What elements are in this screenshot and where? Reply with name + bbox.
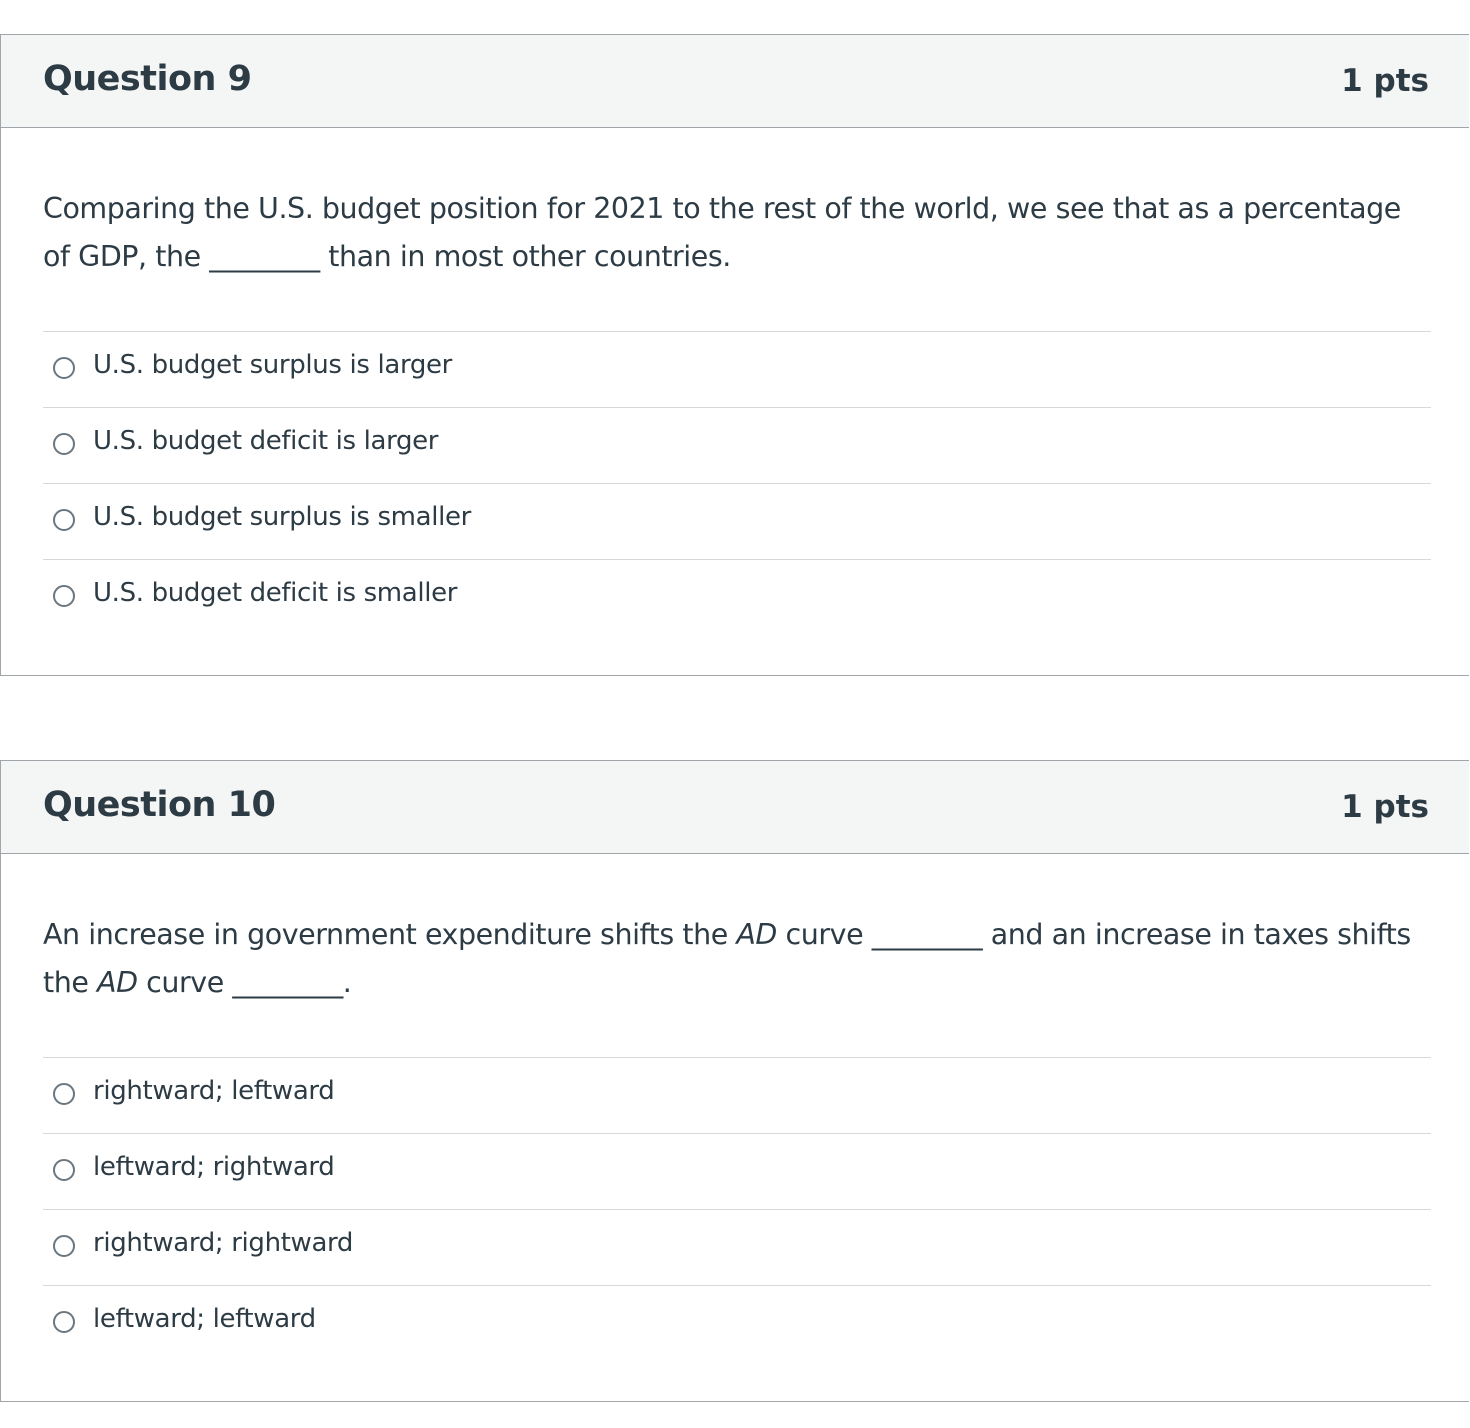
answer-label[interactable]: rightward; leftward xyxy=(93,1076,335,1106)
question-text-part: curve ________. xyxy=(137,966,352,999)
radio-unchecked-icon[interactable] xyxy=(53,585,75,607)
question-10 xyxy=(0,760,1469,1402)
answer-option[interactable] xyxy=(43,1209,1431,1285)
question-text-part: Comparing the U.S. budget position for 2021 to the rest of the world, we see that as a percentage of GDP, the ________ than in most other countries. xyxy=(43,192,1401,273)
answer-option[interactable] xyxy=(43,331,1431,407)
answer-option[interactable] xyxy=(43,483,1431,559)
answer-option[interactable] xyxy=(43,1285,1431,1361)
answer-label[interactable]: U.S. budget surplus is larger xyxy=(93,350,452,380)
question-header xyxy=(1,35,1469,128)
radio-unchecked-icon[interactable] xyxy=(53,509,75,531)
answer-list xyxy=(43,1057,1431,1361)
answer-label[interactable]: rightward; rightward xyxy=(93,1228,354,1258)
radio-unchecked-icon[interactable] xyxy=(53,1311,75,1333)
question-text-italic: AD xyxy=(736,918,777,951)
question-text-italic: AD xyxy=(97,966,138,999)
question-points: 1 pts xyxy=(1341,63,1429,99)
radio-unchecked-icon[interactable] xyxy=(53,1235,75,1257)
answer-label[interactable]: U.S. budget surplus is smaller xyxy=(93,502,471,532)
question-header xyxy=(1,761,1469,854)
answer-label[interactable]: leftward; rightward xyxy=(93,1152,335,1182)
answer-list xyxy=(43,331,1431,635)
answer-option[interactable] xyxy=(43,407,1431,483)
answer-label[interactable]: U.S. budget deficit is larger xyxy=(93,426,439,456)
question-9 xyxy=(0,34,1469,676)
question-text-part: curve ________ and an increase in taxes shifts the xyxy=(43,918,1411,999)
question-text xyxy=(43,911,1433,1007)
answer-label[interactable]: leftward; leftward xyxy=(93,1304,316,1334)
question-text-part: An increase in government expenditure shifts the xyxy=(43,918,737,951)
answer-option[interactable] xyxy=(43,1133,1431,1209)
answer-option[interactable] xyxy=(43,559,1431,635)
question-points: 1 pts xyxy=(1341,789,1429,825)
radio-unchecked-icon[interactable] xyxy=(53,1159,75,1181)
radio-unchecked-icon[interactable] xyxy=(53,433,75,455)
question-text xyxy=(43,185,1433,281)
radio-unchecked-icon[interactable] xyxy=(53,1083,75,1105)
question-title: Question 9 xyxy=(43,59,252,99)
question-title: Question 10 xyxy=(43,785,276,825)
answer-label[interactable]: U.S. budget deficit is smaller xyxy=(93,578,458,608)
radio-unchecked-icon[interactable] xyxy=(53,357,75,379)
answer-option[interactable] xyxy=(43,1057,1431,1133)
